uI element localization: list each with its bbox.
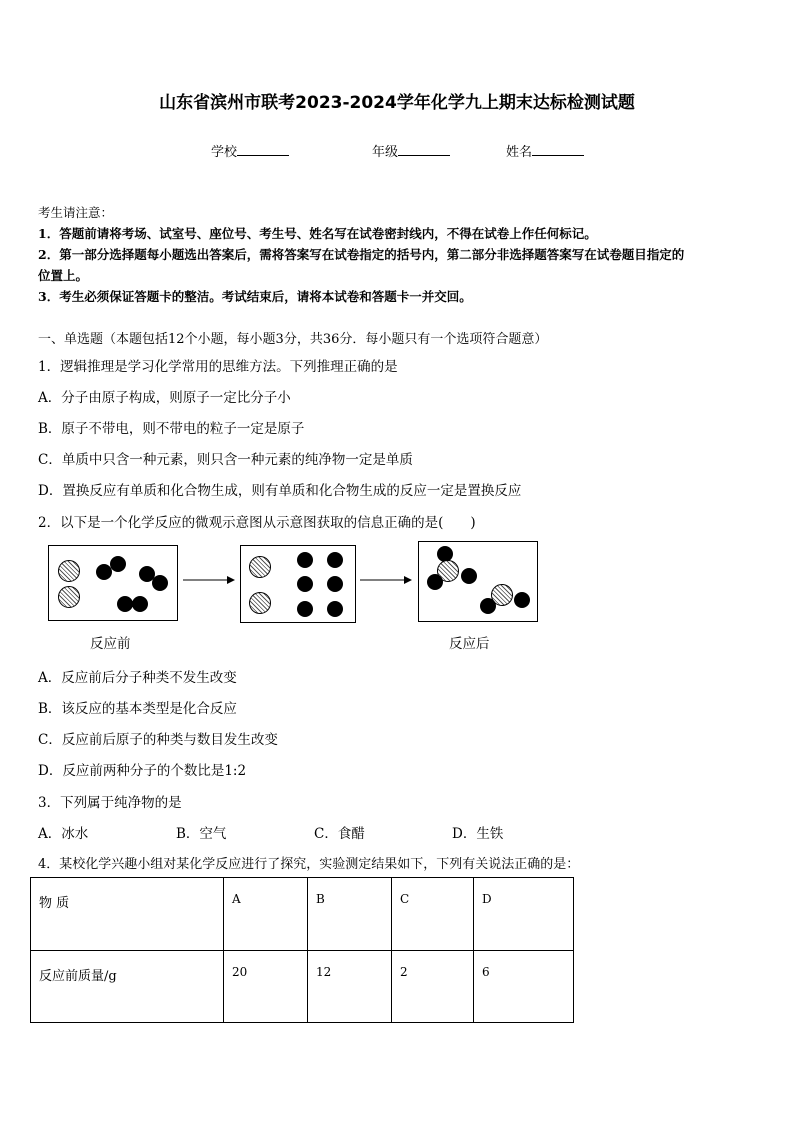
name-label: 姓名 [506,145,533,160]
black-atom [327,576,343,592]
school-field[interactable] [211,141,289,160]
black-atom [297,552,313,568]
q1-option-d: D．置换反应有单质和化合物生成，则有单质和化合物生成的反应一定是置换反应 [38,483,522,499]
note-item: 3．考生必须保证答题卡的整洁。考试结束后，请将本试卷和答题卡一并交回。 [38,289,472,304]
hatched-atom [58,560,80,582]
q1-option-b: B．原子不带电，则不带电的粒子一定是原子 [38,421,305,437]
q1-option-c: C．单质中只含一种元素，则只含一种元素的纯净物一定是单质 [38,452,413,468]
table-cell: 物 质 [31,878,224,951]
grade-label: 年级 [372,145,399,160]
table-row [31,878,574,951]
arrow-icon [358,574,414,586]
black-atom [110,556,126,572]
q3-option-b: B．空气 [176,826,227,842]
hatched-atom [58,586,80,608]
question-1-stem: 1．逻辑推理是学习化学常用的思维方法。下列推理正确的是 [38,359,398,375]
q1-option-a: A．分子由原子构成，则原子一定比分子小 [38,390,291,406]
data-table [30,877,574,1023]
q3-option-a: A．冰水 [38,826,89,842]
box-before [48,545,178,621]
table-cell: A [224,878,308,951]
question-4-stem: 4．某校化学兴趣小组对某化学反应进行了探究，实验测定结果如下，下列有关说法正确的是： [38,857,580,872]
table-cell: B [308,878,392,951]
grade-blank[interactable] [398,142,450,156]
black-atom [152,575,168,591]
box-middle [240,545,356,623]
black-atom [514,592,530,608]
q2-option-c: C．反应前后原子的种类与数目发生改变 [38,732,278,748]
label-before: 反应前 [90,636,131,652]
black-atom [132,596,148,612]
hatched-atom [249,556,271,578]
q3-option-c: C．食醋 [314,826,365,842]
table-cell: 反应前质量/g [31,951,224,1023]
grade-field[interactable] [372,141,450,160]
section-heading: 一、单选题（本题包括12个小题，每小题3分，共36分．每小题只有一个选项符合题意） [38,332,548,347]
table-cell: 6 [474,951,574,1023]
table-cell: 2 [392,951,474,1023]
box-after [418,541,538,622]
table-cell: C [392,878,474,951]
table-cell: 20 [224,951,308,1023]
page-title: 山东省滨州市联考2023-2024学年化学九上期末达标检测试题 [159,93,635,113]
q2-option-d: D．反应前两种分子的个数比是1:2 [38,763,247,779]
note-item: 位置上。 [38,268,89,283]
table-cell: D [474,878,574,951]
black-atom [297,601,313,617]
black-atom [480,598,496,614]
note-item: 1．答题前请将考场、试室号、座位号、考生号、姓名写在试卷密封线内，不得在试卷上作任何标记。 [38,226,597,241]
arrow-icon [181,574,237,586]
school-label: 学校 [211,145,238,160]
black-atom [117,596,133,612]
black-atom [297,576,313,592]
label-after: 反应后 [449,636,490,652]
school-blank[interactable] [237,142,289,156]
table-row [31,951,574,1023]
question-3-stem: 3．下列属于纯净物的是 [38,795,182,811]
table-cell: 12 [308,951,392,1023]
black-atom [427,574,443,590]
q3-option-d: D．生铁 [452,826,504,842]
black-atom [461,568,477,584]
name-field[interactable] [506,141,584,160]
note-item: 2．第一部分选择题每小题选出答案后，需将答案写在试卷指定的括号内，第二部分非选择题答案写在试卷题目指定的 [38,247,685,262]
black-atom [327,552,343,568]
q2-option-b: B．该反应的基本类型是化合反应 [38,701,237,717]
hatched-atom [249,592,271,614]
q2-option-a: A．反应前后分子种类不发生改变 [38,670,237,686]
name-blank[interactable] [532,142,584,156]
notes-heading: 考生请注意： [38,205,114,220]
black-atom [327,601,343,617]
question-2-stem: 2．以下是一个化学反应的微观示意图从示意图获取的信息正确的是( ) [38,515,476,531]
